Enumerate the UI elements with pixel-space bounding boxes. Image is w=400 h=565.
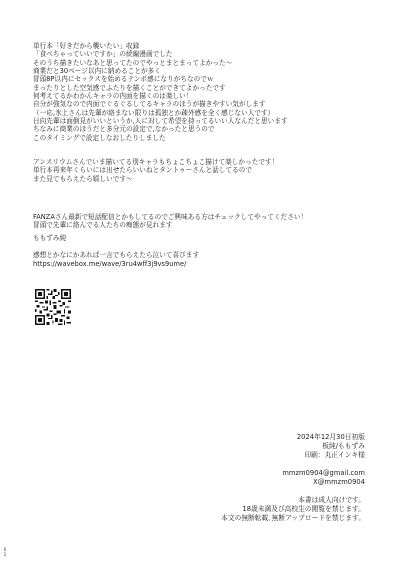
contact-x-account: X@mmzm0904 [313, 478, 365, 486]
text-line: 商業だと30ページ以内に納めることが多く [33, 67, 161, 76]
contact-email: mmzm0904@gmail.com [282, 469, 365, 477]
author-signature: ももずみ純 [33, 234, 67, 242]
text-line: FANZAさん最新で短話配信とかもしてるのでご興味ある方はチェックしてやってください！ [33, 213, 308, 221]
afterword-paragraph-2 [33, 158, 383, 183]
text-line: 何考えてるかわかんキャラの内面を描くのは楽しい！ [33, 92, 193, 101]
publication-date: 2024年12月30日初版 [296, 433, 365, 441]
text-line: また見てもらえたら嬉しいです〜 [33, 174, 133, 183]
printer-credit: 印刷：丸正インキ様 [304, 451, 365, 459]
text-line: 「食べちゃっていいですか」の続編漫画でした [33, 50, 173, 59]
text-line: 単行本再来年くらいには出せたらいいねとタントゥーさんと話してるので [33, 166, 253, 175]
notice-line: 18歳未満及び高校生の閲覧を禁じます。 [242, 505, 365, 513]
afterword-signature-block [33, 234, 383, 268]
text-line: 単行本「好きだから襲いたい」収録 [33, 42, 140, 50]
text-line: （一応,氷上さんは先輩が絡まない限りは孤独とか疎外感を全く感じない人です） [33, 108, 275, 117]
notice-line: 本文の無断転載､無断アップロードを禁じます。 [221, 514, 365, 522]
afterword-paragraph-3 [33, 213, 383, 230]
notice-line: 本書は成人向けです。 [298, 496, 365, 504]
colophon [221, 433, 365, 523]
text-line: ちなみに商業のほうだと多分元の設定で,なかったと思うので [33, 125, 215, 134]
text-line: そのうち描きたいなあと思ってたのでやっとまとまってよかった〜 [33, 58, 233, 67]
text-line: このタイミングで設定しなおしたりしました [33, 133, 166, 142]
text-line: 自分が強気なので内面でぐるぐるしてるキャラのほうが描きやすい気がします [33, 100, 266, 109]
author-credit: 板純/ももずみ [322, 442, 365, 450]
qr-code-icon[interactable] [35, 289, 71, 325]
page-number: 6 2 [3, 547, 7, 557]
feedback-url-link[interactable]: https://wavebox.me/wave/3ru4wff3j9vs9ume/ [33, 259, 187, 268]
text-line: 冒頭8P以内にセックスを始めるテンポ感になりがちなのでｗ [33, 75, 214, 84]
feedback-text: 感想とかなにかあれば一言でもらえたら泣いて喜びます [33, 251, 200, 260]
text-line: 日向先輩は面倒見がいいというか,人に対して希望を持ってるいい人なんだと思います [33, 117, 288, 126]
text-line: 冒頭で先輩に絡んでる人たちの痴態が見れます [33, 221, 173, 230]
text-line: アンスリウムさんでいま描いてる別キャラもちょこちょこ描けて楽しかったです！ [33, 158, 279, 166]
afterword-paragraph-1 [33, 42, 383, 142]
text-line: まったりとした空気感でふたりを描くことができてよかったです [33, 83, 226, 92]
